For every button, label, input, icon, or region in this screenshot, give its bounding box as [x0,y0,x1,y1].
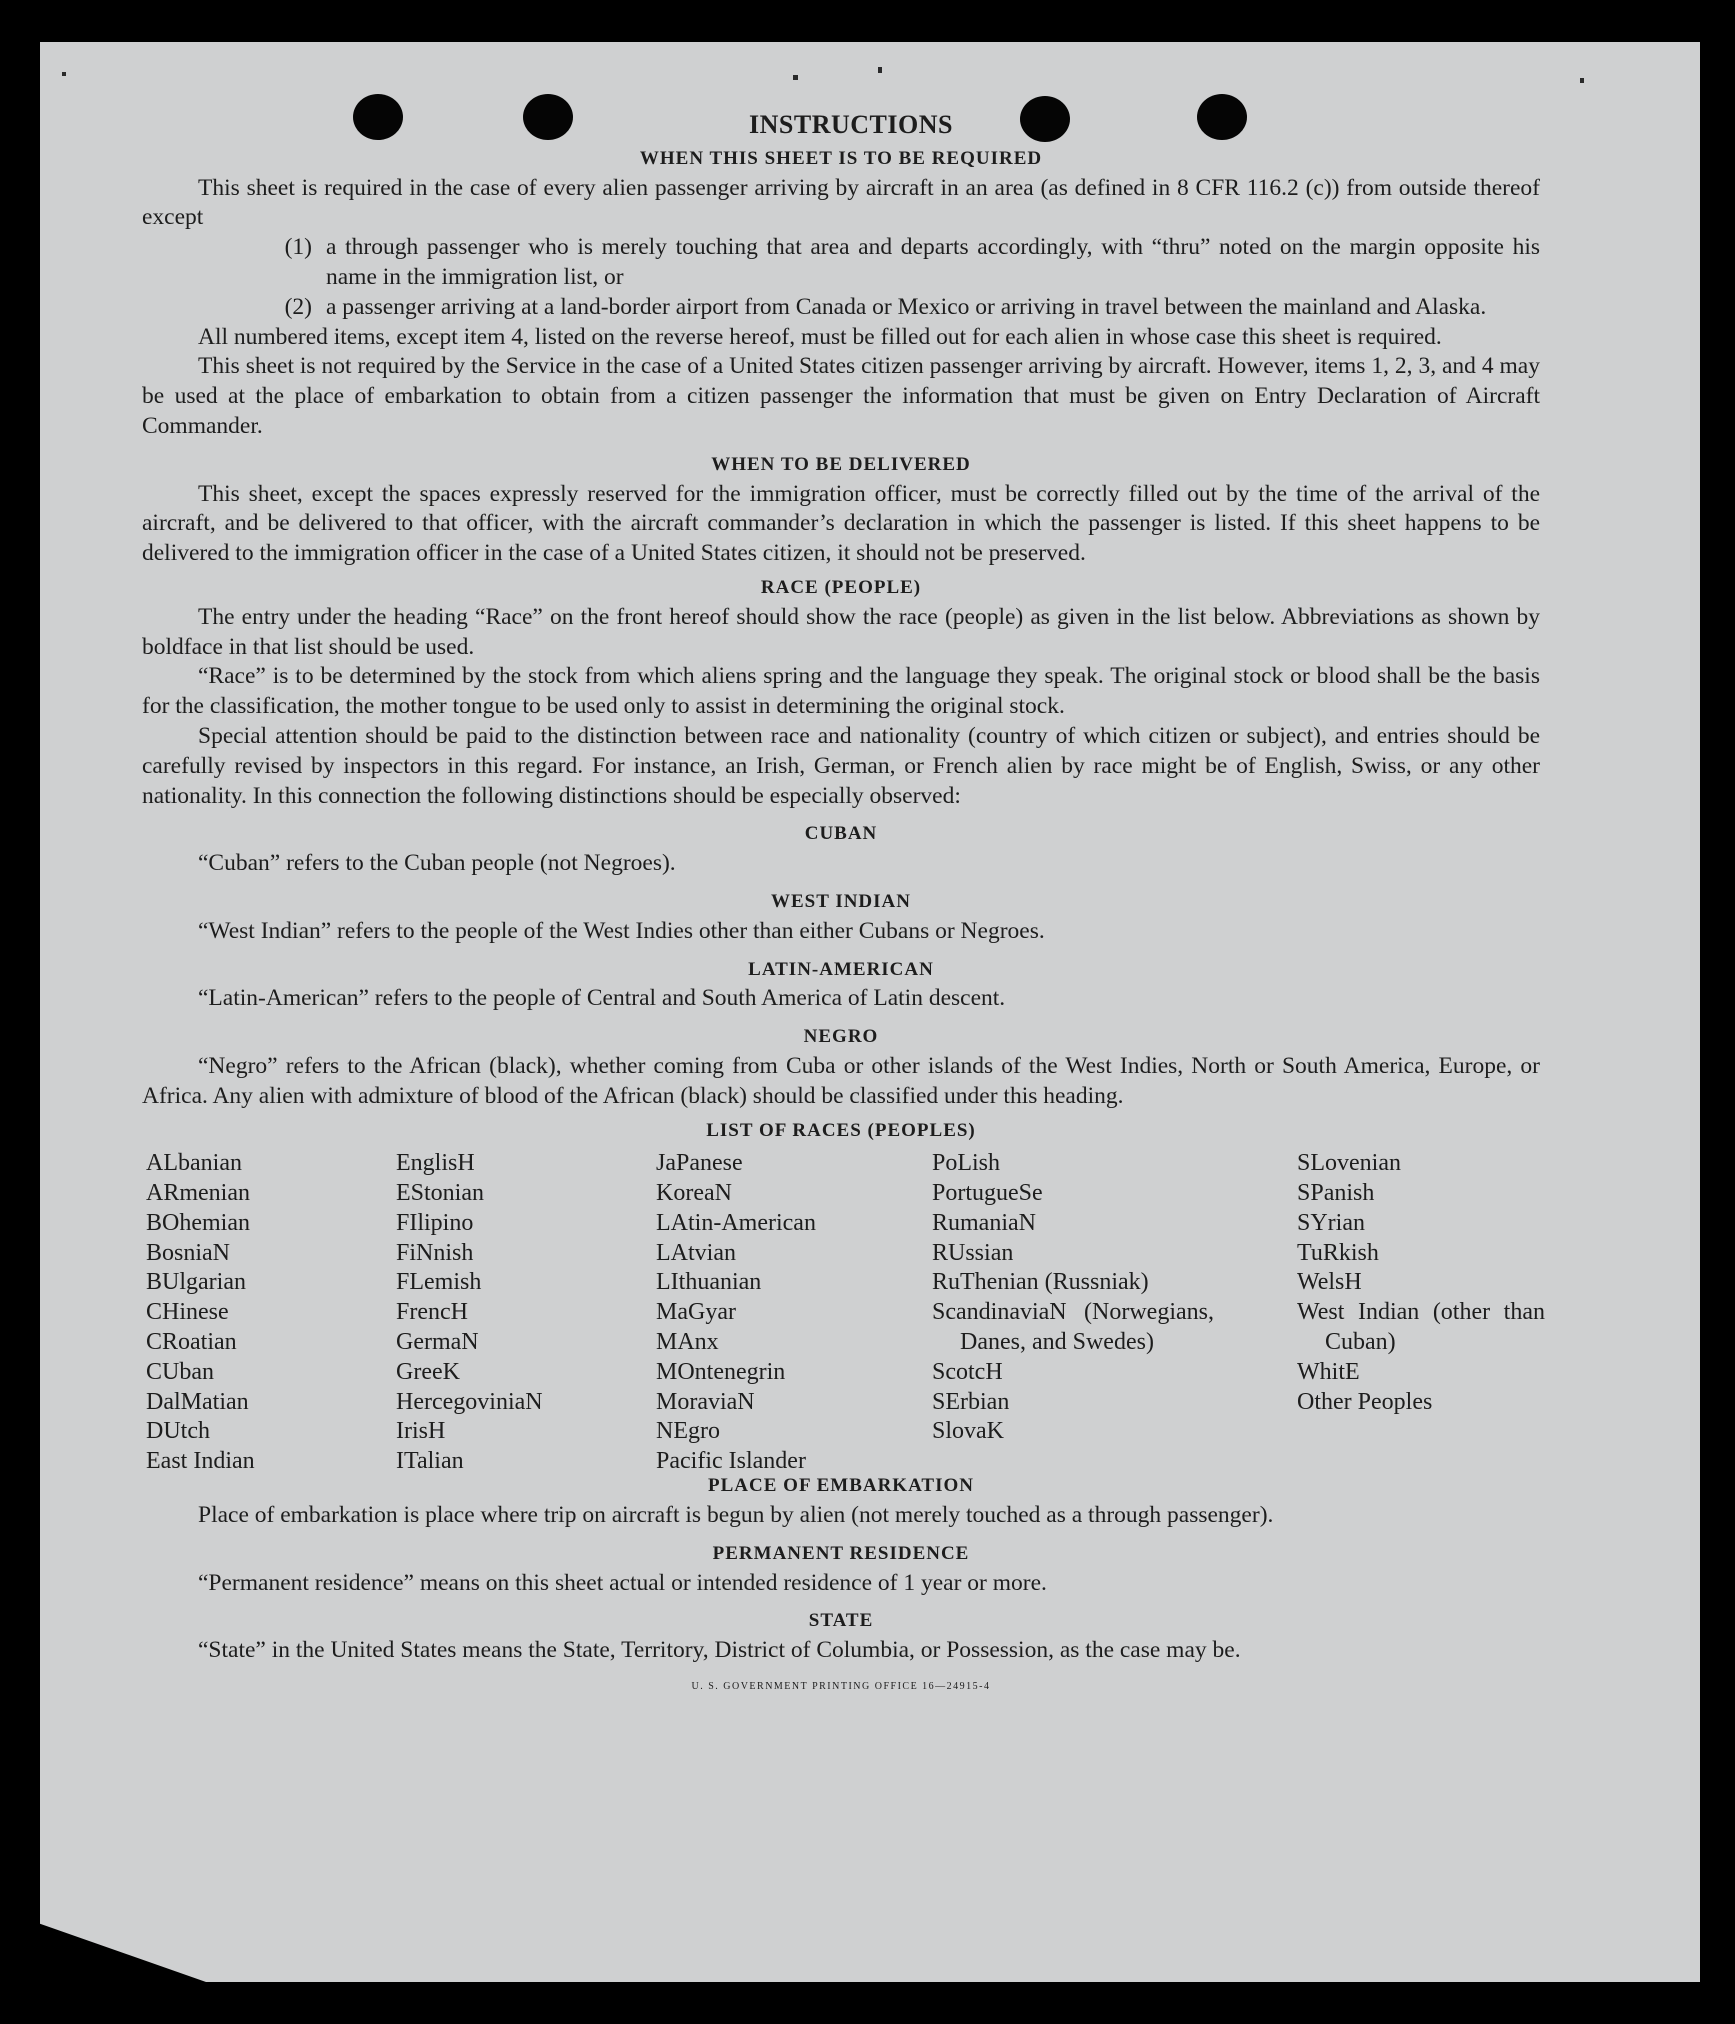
instructions-text [142,110,1545,1702]
printer-imprint: U. S. GOVERNMENT PRINTING OFFICE 16—24915-4 [691,1681,991,1693]
paragraph: “State” in the United States means the State, Territory, District of Columbia, or Possession, as the case may be. [198,1637,1241,1664]
race-column-3 [656,1149,816,1477]
race-item: SYrian [1297,1209,1365,1236]
race-column-1 [146,1149,255,1477]
race-item: RumaniaN [932,1209,1036,1236]
race-column-4 [932,1149,1214,1447]
race-item: SLovenian [1297,1150,1401,1177]
section-heading-embarkation: PLACE OF EMBARKATION [708,1475,974,1497]
race-item: SErbian [932,1388,1010,1415]
race-item: SlovaK [932,1418,1004,1445]
race-list [142,1149,1545,1475]
race-item: IrisH [396,1418,446,1445]
race-item: FLemish [396,1269,482,1296]
paragraph: Place of embarkation is place where trip on aircraft is begun by alien (not merely touched as a through passenger). [198,1502,1274,1529]
race-item: SPanish [1297,1180,1375,1207]
race-item: PoLish [932,1150,1001,1177]
paragraph: This sheet, except the spaces expressly reserved for the immigration officer, must be correctly filled out by the time of the arrival of the aircraft, and be delivered to that officer, with the aircraft commander’s declaration in which the passenger is listed. If this sheet happens to be delivered to the immigration officer in the case of a United States citizen, it should not be preserved. [142,480,1540,567]
exception-number: (1) [284,234,312,261]
section-heading-state: STATE [808,1610,874,1632]
paragraph: “Permanent residence” means on this sheet actual or intended residence of 1 year or more. [198,1569,1047,1596]
section-heading-west-indian: WEST INDIAN [771,890,911,912]
exception-1 [142,233,1540,293]
speck [62,72,66,76]
section-heading-residence: PERMANENT RESIDENCE [712,1542,970,1564]
race-item-west-indian [1297,1298,1545,1358]
section-heading-race-list: LIST OF RACES (PEOPLES) [706,1119,976,1141]
paragraph: All numbered items, except item 4, listed on the reverse hereof, must be filled out for each alien in whose case this sheet is required. [198,323,1442,350]
race-item: KoreaN [656,1180,732,1207]
race-item: WhitE [1297,1358,1360,1385]
paragraph: The entry under the heading “Race” on the front hereof should show the race (people) as given in the list below. Abbreviations as shown by boldface in that list should be used. [142,603,1540,660]
page-title: INSTRUCTIONS [749,110,953,139]
race-item: MAnx [656,1329,719,1356]
race-column-5 [1297,1149,1545,1417]
race-item: ARmenian [146,1180,250,1207]
race-item: Pacific Islander [656,1448,806,1475]
race-item: LAtvian [656,1239,736,1266]
paragraph: This sheet is not required by the Service in the case of a United States citizen passenger arriving by aircraft. However, items 1, 2, 3, and 4 may be used at the place of embarkation to obtain from a citizen passenger the information that must be given on Entry Declaration of Aircraft Commander. [142,353,1540,439]
race-item: CHinese [146,1299,229,1326]
exception-number: (2) [284,293,312,320]
definition-latin-american: “Latin-American” refers to the people of Central and South America of Latin descent. [198,985,1006,1012]
speck [878,67,882,73]
race-item: East Indian [146,1448,255,1475]
race-item: ScotcH [932,1358,1003,1385]
race-item: CRoatian [146,1329,237,1356]
race-item: West Indian (other than Cuban) [1297,1299,1545,1356]
section-heading-race: RACE (PEOPLE) [760,576,922,598]
race-item: MOntenegrin [656,1358,786,1385]
definition-west-indian: “West Indian” refers to the people of the West Indies other than either Cubans or Negroes. [198,917,1045,944]
race-item: WelsH [1297,1269,1362,1296]
race-item: BUlgarian [146,1269,246,1296]
race-item: MaGyar [656,1299,736,1326]
exception-2 [142,293,1540,323]
definition-cuban: “Cuban” refers to the Cuban people (not Negroes). [198,850,676,877]
paragraph: “Race” is to be determined by the stock from which aliens spring and the language they speak. The original stock or blood shall be the basis for the classification, the mother tongue to be used only to assist in determining the original stock. [142,663,1540,720]
definition-negro: “Negro” refers to the African (black), whether coming from Cuba or other islands of the West Indies, North or South America, Europe, or Africa. Any alien with admixture of blood of the African (black) should be classified under this heading. [142,1052,1540,1109]
race-item: FrencH [396,1299,468,1326]
speck [793,75,798,80]
race-item: ScandinaviaN (Norwegians, Danes, and Swedes) [932,1299,1214,1356]
exception-text: a passenger arriving at a land-border airport from Canada or Mexico or arriving in travel between the mainland and Alaska. [326,293,1487,320]
race-group [1297,1358,1545,1418]
required-intro: This sheet is required in the case of every alien passenger arriving by aircraft in an area (as defined in 8 CFR 116.2 (c)) from outside thereof except [142,174,1540,231]
race-item: FIlipino [396,1209,474,1236]
race-item: LIthuanian [656,1269,762,1296]
paragraph: Special attention should be paid to the distinction between race and nationality (country of which citizen or subject), and entries should be carefully revised by inspectors in this regard. For instance, an Irish, German, or French alien by race might be of English, Swiss, or any other nationality. In this connection the following distinctions should be especially observed: [142,722,1540,809]
speck [1580,78,1584,83]
race-item: RuThenian (Russniak) [932,1269,1149,1296]
race-item: NEgro [656,1418,720,1445]
race-item: BosniaN [146,1239,230,1266]
race-item: ITalian [396,1448,464,1475]
section-heading-cuban: CUBAN [804,823,878,845]
race-item: FiNnish [396,1239,474,1266]
section-heading-delivered: WHEN TO BE DELIVERED [711,453,971,475]
race-item: HercegoviniaN [396,1388,543,1415]
race-item: EnglisH [396,1150,475,1177]
race-item: RUssian [932,1239,1014,1266]
exception-text: a through passenger who is merely touching that area and departs accordingly, with “thru” noted on the margin opposite his name in the immigration list, or [326,234,1540,290]
race-item-scandinavian [932,1298,1214,1358]
race-item: DUtch [146,1418,210,1445]
race-item: TuRkish [1297,1239,1379,1266]
race-item: MoraviaN [656,1388,755,1415]
race-item: LAtin-American [656,1209,816,1236]
race-group [932,1358,1214,1447]
race-item: Other Peoples [1297,1388,1433,1415]
race-item: BOhemian [146,1209,250,1236]
race-item: ALbanian [146,1150,242,1177]
race-group [932,1149,1214,1298]
race-item: JaPanese [656,1150,743,1177]
race-group [1297,1149,1545,1298]
race-item: GreeK [396,1358,460,1385]
race-item: GermaN [396,1329,479,1356]
race-item: CUban [146,1358,214,1385]
race-item: PortugueSe [932,1180,1043,1207]
section-heading-required: WHEN THIS SHEET IS TO BE REQUIRED [639,147,1043,169]
section-heading-latin-american: LATIN-AMERICAN [748,958,934,980]
section-heading-negro: NEGRO [803,1026,879,1048]
race-item: EStonian [396,1180,484,1207]
race-column-2 [396,1149,543,1477]
race-item: DalMatian [146,1388,249,1415]
